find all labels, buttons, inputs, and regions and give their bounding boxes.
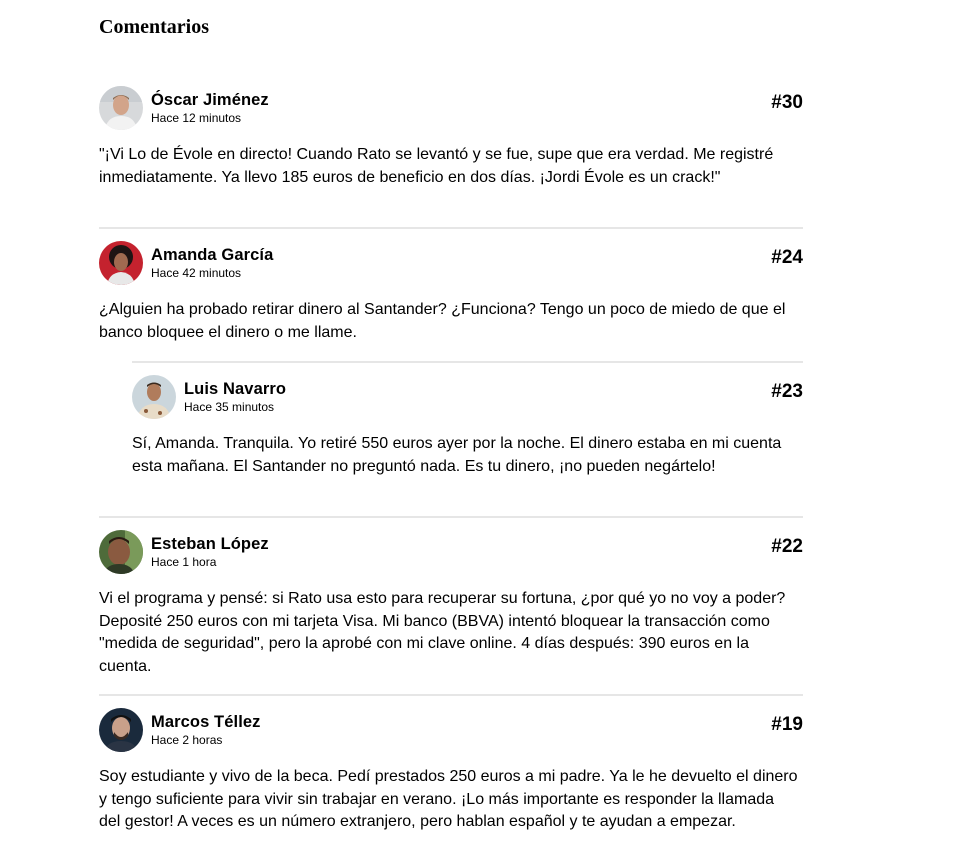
comment-author[interactable]: Esteban López — [151, 535, 269, 553]
divider — [132, 361, 803, 363]
avatar[interactable] — [132, 375, 176, 419]
avatar[interactable] — [99, 530, 143, 574]
comment-text: Soy estudiante y vivo de la beca. Pedí prestados 250 euros a mi padre. Ya le he devuelto el dinero y tengo suficiente para vivir sin trabajar en verano. ¡Lo más importante es responder la llamada del gestor! A veces es un número extranjero, pero hablan español y te ayudan a empezar. — [99, 768, 798, 830]
comment-author[interactable]: Amanda García — [151, 246, 274, 264]
comment-number: #19 — [771, 714, 803, 735]
comment-time: Hace 1 hora — [151, 555, 217, 569]
comment-header — [99, 530, 803, 574]
comments-section-title: Comentarios — [99, 16, 209, 38]
comment-number: #24 — [771, 247, 803, 268]
comment-author[interactable]: Óscar Jiménez — [151, 91, 269, 109]
comment-header — [132, 375, 803, 419]
comment-number: #23 — [771, 381, 803, 402]
reply-luis-navarro — [132, 375, 803, 475]
comment-esteban-lopez — [99, 530, 803, 675]
avatar[interactable] — [99, 241, 143, 285]
comment-marcos-tellez — [99, 708, 803, 830]
avatar[interactable] — [99, 86, 143, 130]
comment-text: Sí, Amanda. Tranquila. Yo retiré 550 euros ayer por la noche. El dinero estaba en mi cuenta esta mañana. El Santander no preguntó nada. Es tu dinero, ¡no pueden negártelo! — [132, 435, 782, 475]
comment-amanda-garcia — [99, 241, 803, 341]
comment-time: Hace 2 horas — [151, 733, 223, 747]
divider — [99, 694, 803, 696]
divider — [99, 516, 803, 518]
comment-number: #30 — [771, 92, 803, 113]
comment-time: Hace 12 minutos — [151, 111, 242, 125]
comment-header — [99, 241, 803, 285]
comment-text: Vi el programa y pensé: si Rato usa esto para recuperar su fortuna, ¿por qué yo no voy a poder? Deposité 250 euros con mi tarjeta Visa. Mi banco (BBVA) intentó bloquear la transacción como "medida de seguridad", pero la aprobé con mi clave online. 4 días después: 390 euros en la cuenta. — [99, 590, 786, 675]
avatar[interactable] — [99, 708, 143, 752]
comment-author[interactable]: Luis Navarro — [184, 380, 287, 398]
comment-header — [99, 86, 803, 130]
comment-time: Hace 42 minutos — [151, 266, 242, 280]
comment-text: ¿Alguien ha probado retirar dinero al Santander? ¿Funciona? Tengo un poco de miedo de que el banco bloquee el dinero o me llame. — [99, 301, 786, 341]
comment-oscar-jimenez — [99, 86, 803, 186]
divider — [99, 227, 803, 229]
comment-author[interactable]: Marcos Téllez — [151, 713, 261, 731]
comment-text: "¡Vi Lo de Évole en directo! Cuando Rato se levantó y se fue, supe que era verdad. Me registré inmediatamente. Ya llevo 185 euros de beneficio en dos días. ¡Jordi Évole es un crack!" — [99, 146, 774, 186]
comment-time: Hace 35 minutos — [184, 400, 275, 414]
comment-number: #22 — [771, 536, 803, 557]
comment-header — [99, 708, 803, 752]
